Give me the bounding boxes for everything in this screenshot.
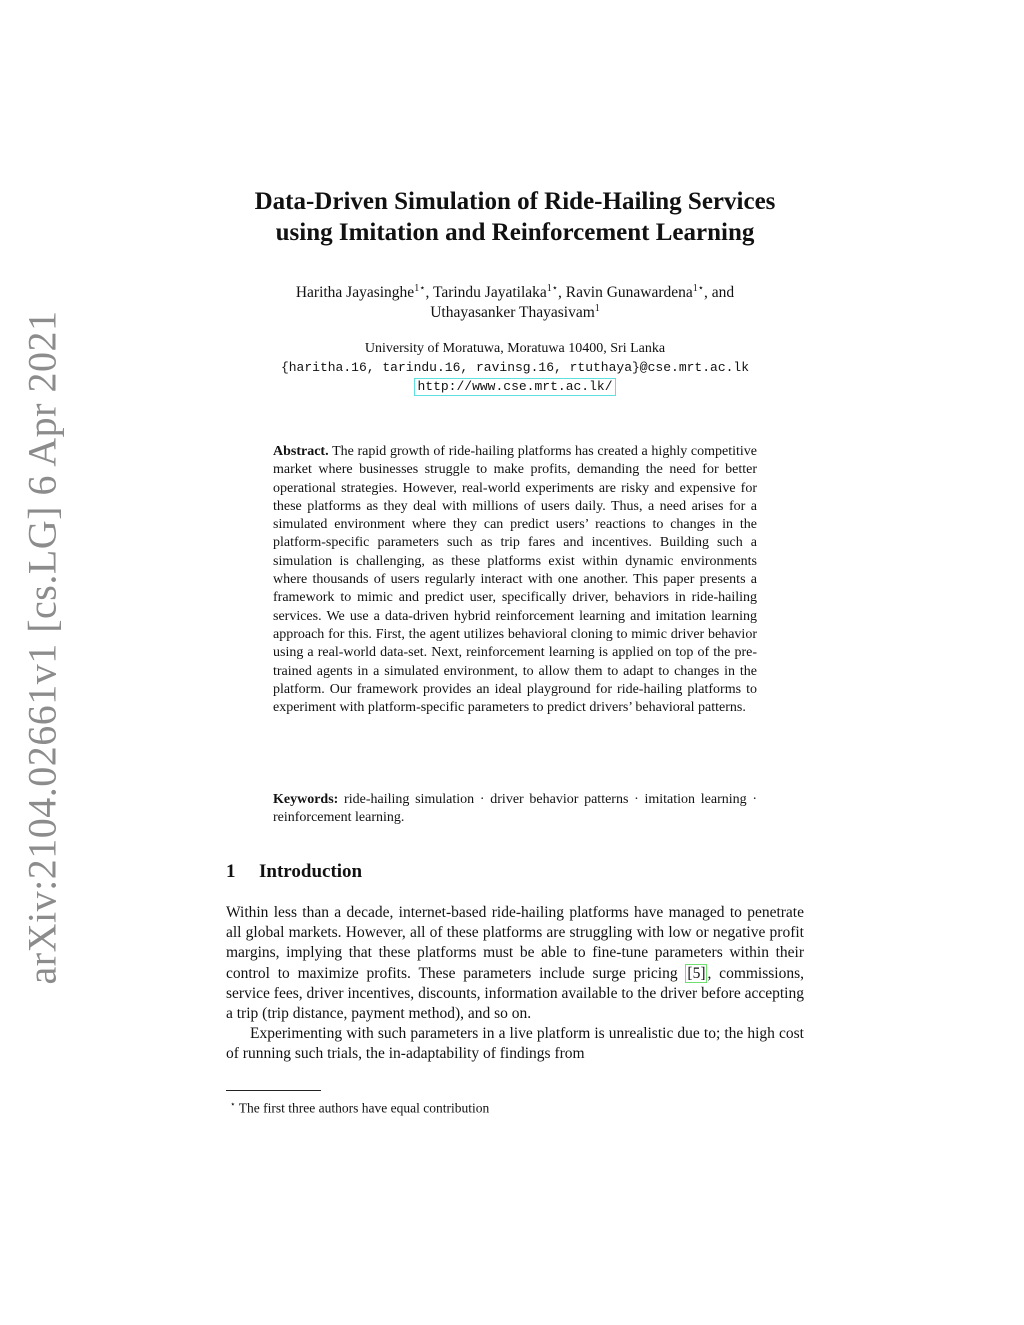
keywords	[273, 791, 757, 828]
citation-link[interactable]: [5]	[687, 964, 706, 982]
keywords-text: ride-hailing simulation · driver behavior patterns · imitation learning · reinforcement learning.	[273, 792, 757, 826]
title-line-2: using Imitation and Reinforcement Learning	[275, 219, 755, 246]
author-line-1	[200, 283, 830, 303]
section-number: 1	[226, 861, 236, 882]
footnote-mark: ⋆	[230, 1099, 236, 1109]
author-name: Uthayasanker Thayasivam	[430, 304, 595, 321]
author-affiliation-mark: 1	[594, 302, 600, 314]
author-line-2	[200, 303, 830, 323]
author-name: Ravin Gunawardena	[565, 284, 693, 301]
section-heading-introduction	[226, 861, 362, 883]
author-name: Tarindu Jayatilaka	[432, 284, 547, 301]
author-affiliation-mark: 1⋆	[546, 282, 559, 294]
author-list	[200, 283, 830, 323]
author-emails: {haritha.16, tarindu.16, ravinsg.16, rtuthaya}@cse.mrt.ac.lk	[280, 360, 750, 375]
affiliation-block	[200, 339, 830, 396]
keywords-label: Keywords:	[273, 792, 339, 807]
footnote-divider	[226, 1090, 321, 1091]
footnote	[230, 1095, 489, 1118]
author-conjunction: , and	[704, 284, 735, 301]
paragraph-1-text-b: , commissions, service fees, driver incentives, discounts, information available to the driver before accepting a trip (trip distance, payment method), and so on.	[226, 964, 805, 1023]
author-separator: ,	[558, 284, 566, 301]
author-separator: ,	[425, 284, 433, 301]
institution: University of Moratuwa, Moratuwa 10400, Sri Lanka	[364, 341, 666, 356]
author-name: Haritha Jayasinghe	[295, 284, 415, 301]
arxiv-identifier-text: arXiv:2104.02661v1 [cs.LG] 6 Apr 2021	[19, 310, 65, 985]
author-affiliation-mark: 1⋆	[414, 282, 426, 294]
title-line-1: Data-Driven Simulation of Ride-Hailing Services	[254, 188, 776, 215]
abstract	[273, 443, 757, 717]
abstract-label: Abstract.	[273, 444, 329, 459]
abstract-text: The rapid growth of ride-hailing platforms has created a highly competitive market where businesses struggle to make profits, demanding the need for better operational strategies. However, real-world experiments are risky and expensive for these platforms as they deal with millions of users daily. Thus, a need arises for a simulated environment where they can predict users’ reactions to changes in the platform-specific parameters such as trip fares and incentives. Building such a simulation is challenging, as these platforms exist within dynamic environments where thousands of users regularly interact with one another. This paper presents a framework to mimic and predict user, specifically driver, behaviors in ride-hailing services. We use a data-driven hybrid reinforcement learning and imitation learning approach for this. First, the agent utilizes behavioral cloning to mimic driver behavior using a real-world data-set. Next, reinforcement learning is applied on top of the pre-trained agents in a simulated environment, to allow them to adapt to changes in the platform. Our framework provides an ideal playground for ride-hailing platforms to experiment with platform-specific parameters to predict drivers’ behavioral patterns.	[273, 444, 757, 716]
footnote-text: The first three authors have equal contribution	[238, 1100, 490, 1116]
paragraph-1-text-a: Within less than a decade, internet-based ride-hailing platforms have managed to penetrate all global markets. However, all of these platforms are struggling with low or negative profit margins, implying that these platforms must be able to fine-tune parameters within their control to maximize profits. These parameters include surge pricing	[226, 904, 804, 982]
section-title: Introduction	[259, 861, 363, 882]
paper-title	[200, 186, 830, 248]
paragraph-1	[226, 903, 804, 1024]
department-url-link[interactable]: http://www.cse.mrt.ac.lk/	[414, 378, 615, 396]
paragraph-2: Experimenting with such parameters in a live platform is unrealistic due to; the high cost of running such trials, the in-adaptability of findings from	[226, 1025, 804, 1063]
introduction-body	[226, 903, 804, 1065]
arxiv-identifier	[12, 310, 72, 985]
author-affiliation-mark: 1⋆	[692, 282, 705, 294]
